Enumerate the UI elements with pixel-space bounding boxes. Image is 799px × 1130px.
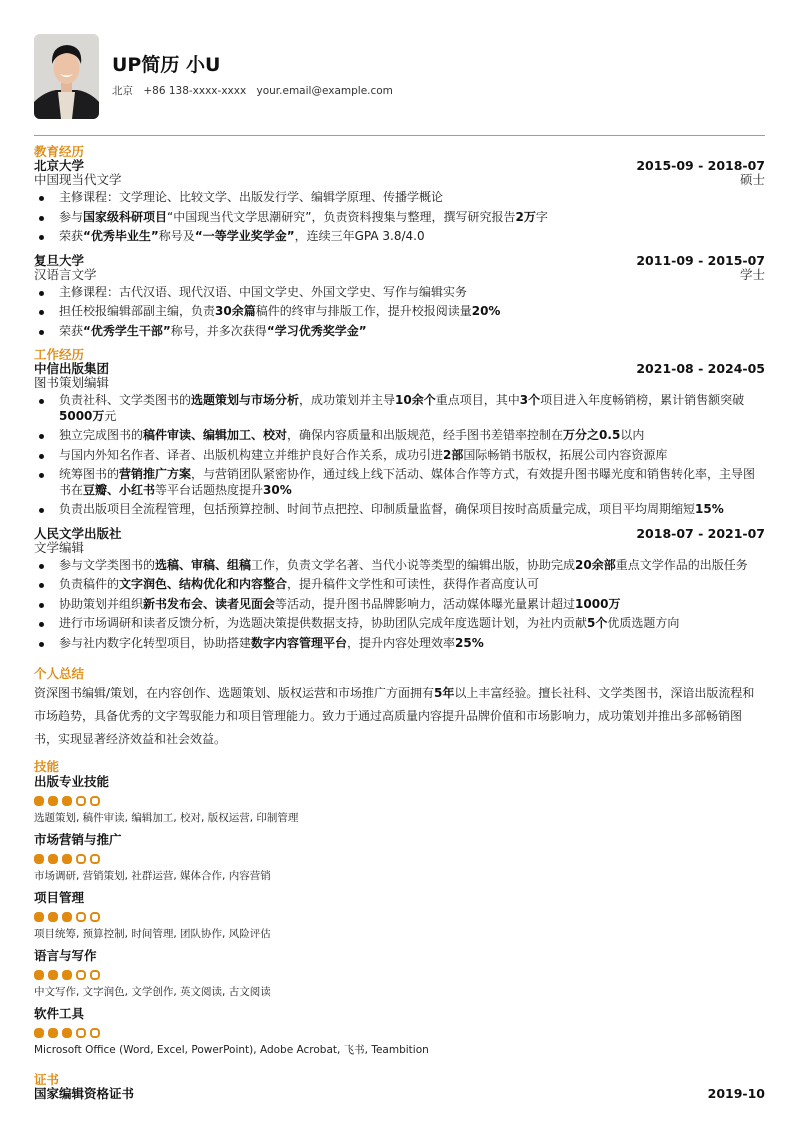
text-segment: 以上丰富经验。擅长社科、文学类图书，深谙出版流程和市场趋势，具备优秀的文字驾驭能力和项目管理能力。致力于通过高质量内容提升品牌价值和市场影响力，成功策划并推出多部畅销图书，实现显著经济效益和社会效益。 [34, 686, 755, 746]
text-segment: 等活动，提升图书品牌影响力，活动媒体曝光量累计超过 [275, 596, 576, 611]
bullet-item [34, 210, 765, 226]
bold-text: 5个 [587, 616, 608, 630]
bold-text: 国家级科研项目 [83, 209, 168, 224]
text-segment: 等平台话题热度提升 [155, 482, 264, 497]
organization-name: 北京大学 [34, 158, 85, 173]
skill-name: 语言与写作 [34, 948, 97, 963]
text-segment: ，连续三年GPA 3.8/4.0 [294, 229, 425, 243]
text-segment: ，与营销团队紧密协作，通过线上线下活动、媒体合作等方式，有效提升图书曝光度和销售转化率，主导图书在 [59, 467, 756, 497]
text-segment: ，确保内容质量和出版规范，经手图书差错率控制在 [287, 428, 564, 442]
empty-dot-icon [76, 912, 86, 922]
skill-level-rating [34, 854, 765, 864]
skill-keywords: 选题策划, 稿件审读, 编辑加工, 校对, 版权运营, 印制管理 [34, 812, 299, 824]
bold-text: “优秀毕业生” [83, 229, 159, 243]
role-or-major: 文学编辑 [34, 539, 85, 555]
text-segment: 称号及 [158, 229, 195, 243]
filled-dot-icon [34, 1028, 44, 1038]
date-range: 2018-07 - 2021-07 [636, 525, 765, 541]
candidate-name: UP简历 小U [112, 54, 221, 76]
role-or-major: 图书策划编辑 [34, 375, 110, 390]
text-segment: ，成功策划并主导 [299, 393, 396, 407]
skill-keywords: 项目统筹, 预算控制, 时间管理, 团队协作, 风险评估 [34, 928, 271, 940]
text-segment: 资深图书编辑/策划，在内容创作、选题策划、版权运营和市场推广方面拥有 [34, 686, 435, 700]
empty-dot-icon [90, 912, 100, 922]
email[interactable]: your.email@example.com [256, 85, 393, 97]
filled-dot-icon [48, 970, 58, 980]
text-segment: 负责出版项目全流程管理，包括预算控制、时间节点把控、印制质量监督，确保项目按时高质量完成，项目平均周期缩短 [59, 502, 696, 516]
text-segment: 担任校报编辑部副主编，负责 [59, 304, 216, 318]
bold-text: 3个 [519, 393, 541, 407]
bold-text: “学习优秀奖学金” [266, 323, 367, 338]
text-segment: 负责稿件的 [59, 577, 120, 591]
skill-keywords: 市场调研, 营销策划, 社群运营, 媒体合作, 内容营销 [34, 870, 271, 882]
bullet-list [34, 285, 765, 340]
section-title-work: 工作经历 [34, 347, 85, 362]
text-segment: 重点项目，其中 [435, 393, 520, 407]
certificate-name: 国家编辑资格证书 [34, 1086, 135, 1101]
filled-dot-icon [48, 854, 58, 864]
bold-text: 万分之0.5 [563, 428, 621, 442]
entry-subheader [34, 541, 765, 555]
filled-dot-icon [62, 970, 72, 980]
bullet-item [34, 304, 765, 320]
text-segment: 主修课程：文学理论、比较文学、出版发行学、编辑学原理、传播学概论 [59, 190, 444, 204]
skill-name: 市场营销与推广 [34, 832, 122, 847]
filled-dot-icon [62, 1028, 72, 1038]
bold-text: 30余篇 [215, 304, 256, 318]
skill-level-rating [34, 970, 765, 980]
empty-dot-icon [76, 1028, 86, 1038]
text-segment: 项目进入年度畅销榜，累计销售额突破 [540, 393, 745, 407]
text-segment: 元 [104, 408, 117, 423]
skill-name: 项目管理 [34, 890, 85, 905]
bullet-item [34, 577, 765, 593]
text-segment: 字 [535, 209, 548, 224]
entry-header [34, 159, 765, 173]
bold-text: 1000万 [575, 596, 621, 611]
bold-text: 新书发布会、读者见面会 [143, 596, 276, 611]
filled-dot-icon [34, 912, 44, 922]
section-title-certificates: 证书 [34, 1072, 60, 1087]
bullet-item [34, 467, 765, 498]
bullet-item [34, 393, 765, 424]
bold-text: 豆瓣、小红书 [83, 482, 156, 497]
text-segment: 优质选题方向 [607, 616, 680, 630]
location: 北京 [112, 85, 133, 97]
skill-level-rating [34, 1028, 765, 1038]
bullet-item [34, 597, 765, 613]
text-segment: 稿件的终审与排版工作，提升校报阅读量 [255, 304, 472, 318]
header-divider [34, 135, 765, 136]
empty-dot-icon [76, 854, 86, 864]
filled-dot-icon [62, 912, 72, 922]
text-segment: 主修课程：古代汉语、现代汉语、中国文学史、外国文学史、写作与编辑实务 [59, 284, 468, 299]
text-segment: 进行市场调研和读者反馈分析，为选题决策提供数据支持，协助团队完成年度选题计划，为社内贡献 [59, 616, 588, 630]
text-segment: “中国现当代文学思潮研究”，负责资料搜集与整理，撰写研究报告 [167, 209, 516, 224]
profile-photo [34, 34, 99, 119]
skill-level-rating [34, 912, 765, 922]
bullet-item [34, 324, 765, 340]
bullet-item [34, 502, 765, 518]
bullet-item [34, 448, 765, 464]
work-section [34, 362, 765, 651]
bullet-item [34, 190, 765, 206]
text-segment: ，提升内容处理效率 [347, 635, 456, 650]
bullet-item [34, 636, 765, 652]
empty-dot-icon [90, 796, 100, 806]
resume-header [34, 34, 765, 119]
date-range: 2015-09 - 2018-07 [636, 158, 765, 173]
filled-dot-icon [34, 854, 44, 864]
section-title-education: 教育经历 [34, 144, 85, 159]
bullet-list [34, 558, 765, 652]
text-segment: 国际畅销书版权，拓展公司内容资源库 [463, 447, 668, 462]
skill-keywords: Microsoft Office (Word, Excel, PowerPoint), Adobe Acrobat, 飞书, Teambition [34, 1044, 429, 1056]
bullet-item [34, 229, 765, 245]
filled-dot-icon [48, 796, 58, 806]
entry-header [34, 254, 765, 268]
bullet-list [34, 393, 765, 518]
certificate-date: 2019-10 [707, 1086, 765, 1101]
phone: +86 138-xxxx-xxxx [143, 85, 247, 97]
entry-item [34, 362, 765, 518]
bullet-item [34, 285, 765, 301]
certificates-section [34, 1087, 765, 1101]
organization-name: 人民文学出版社 [34, 525, 122, 541]
empty-dot-icon [76, 970, 86, 980]
text-segment: 荣获 [59, 229, 84, 243]
bold-text: 10余个 [395, 393, 436, 407]
bullet-item [34, 616, 765, 632]
entry-subheader [34, 173, 765, 187]
bold-text: 文字润色、结构优化和内容整合 [119, 577, 288, 591]
bold-text: 20余部 [575, 557, 616, 572]
entry-header [34, 362, 765, 376]
section-title-summary: 个人总结 [34, 666, 85, 681]
text-segment: 参与文学类图书的 [59, 557, 156, 572]
bold-text: 25% [455, 635, 484, 650]
text-segment: ，提升稿件文学性和可读性，获得作者高度认可 [287, 577, 540, 591]
skill-name: 软件工具 [34, 1006, 85, 1021]
bold-text: 2万 [515, 209, 536, 224]
bullet-item [34, 428, 765, 444]
contact-info [112, 83, 400, 98]
bold-text: “优秀学生干部” [83, 323, 171, 338]
entry-header [34, 527, 765, 541]
education-section [34, 159, 765, 339]
text-segment: 荣获 [59, 323, 84, 338]
text-segment: 重点文学作品的出版任务 [615, 557, 748, 572]
text-segment: 协助策划并组织 [59, 596, 144, 611]
filled-dot-icon [34, 796, 44, 806]
date-range: 2011-09 - 2015-07 [636, 252, 765, 268]
text-segment: 参与 [59, 209, 84, 224]
bold-text: 数字内容管理平台 [251, 635, 348, 650]
bullet-item [34, 558, 765, 574]
empty-dot-icon [90, 854, 100, 864]
date-range: 2021-08 - 2024-05 [636, 361, 765, 376]
text-segment: 负责社科、文学类图书的 [59, 393, 192, 407]
empty-dot-icon [76, 796, 86, 806]
entry-subheader [34, 376, 765, 390]
summary-text [34, 682, 765, 751]
filled-dot-icon [48, 912, 58, 922]
bold-text: 稿件审读、编辑加工、校对 [143, 428, 288, 442]
bold-text: 选稿、审稿、组稿 [155, 557, 252, 572]
degree: 硕士 [739, 172, 765, 187]
empty-dot-icon [90, 1028, 100, 1038]
section-title-skills: 技能 [34, 759, 60, 774]
skill-level-rating [34, 796, 765, 806]
entry-item [34, 159, 765, 245]
bold-text: 选题策划与市场分析 [191, 393, 300, 407]
text-segment: 与国内外知名作者、译者、出版机构建立并维护良好合作关系，成功引进 [59, 447, 444, 462]
text-segment: 独立完成图书的 [59, 428, 144, 442]
entry-item [34, 527, 765, 652]
filled-dot-icon [62, 796, 72, 806]
skills-section [34, 775, 765, 1057]
text-segment: 统筹图书的 [59, 467, 120, 481]
filled-dot-icon [34, 970, 44, 980]
role-or-major: 汉语言文学 [34, 266, 97, 282]
organization-name: 中信出版集团 [34, 361, 110, 376]
bold-text: 2部 [443, 447, 464, 462]
bullet-list [34, 190, 765, 245]
text-segment: 参与社内数字化转型项目，协助搭建 [59, 635, 252, 650]
entry-item [34, 254, 765, 340]
bold-text: 5000万 [59, 408, 105, 423]
empty-dot-icon [90, 970, 100, 980]
role-or-major: 中国现当代文学 [34, 172, 122, 187]
filled-dot-icon [62, 854, 72, 864]
bold-text: 15% [695, 502, 724, 516]
bold-text: 30% [263, 482, 292, 497]
bold-text: 20% [471, 304, 501, 318]
organization-name: 复旦大学 [34, 252, 85, 268]
bold-text: “一等学业奖学金” [194, 229, 295, 243]
skill-name: 出版专业技能 [34, 774, 110, 789]
degree: 学士 [739, 266, 765, 282]
filled-dot-icon [48, 1028, 58, 1038]
text-segment: 以内 [620, 428, 645, 442]
entry-subheader [34, 268, 765, 282]
text-segment: 工作，负责文学名著、当代小说等类型的编辑出版，协助完成 [251, 557, 576, 572]
bold-text: 5年 [434, 686, 455, 700]
bold-text: 营销推广方案 [119, 467, 192, 481]
certificate-item [34, 1087, 765, 1101]
skill-keywords: 中文写作, 文字润色, 文学创作, 英文阅读, 古文阅读 [34, 986, 271, 998]
text-segment: 称号，并多次获得 [170, 323, 267, 338]
